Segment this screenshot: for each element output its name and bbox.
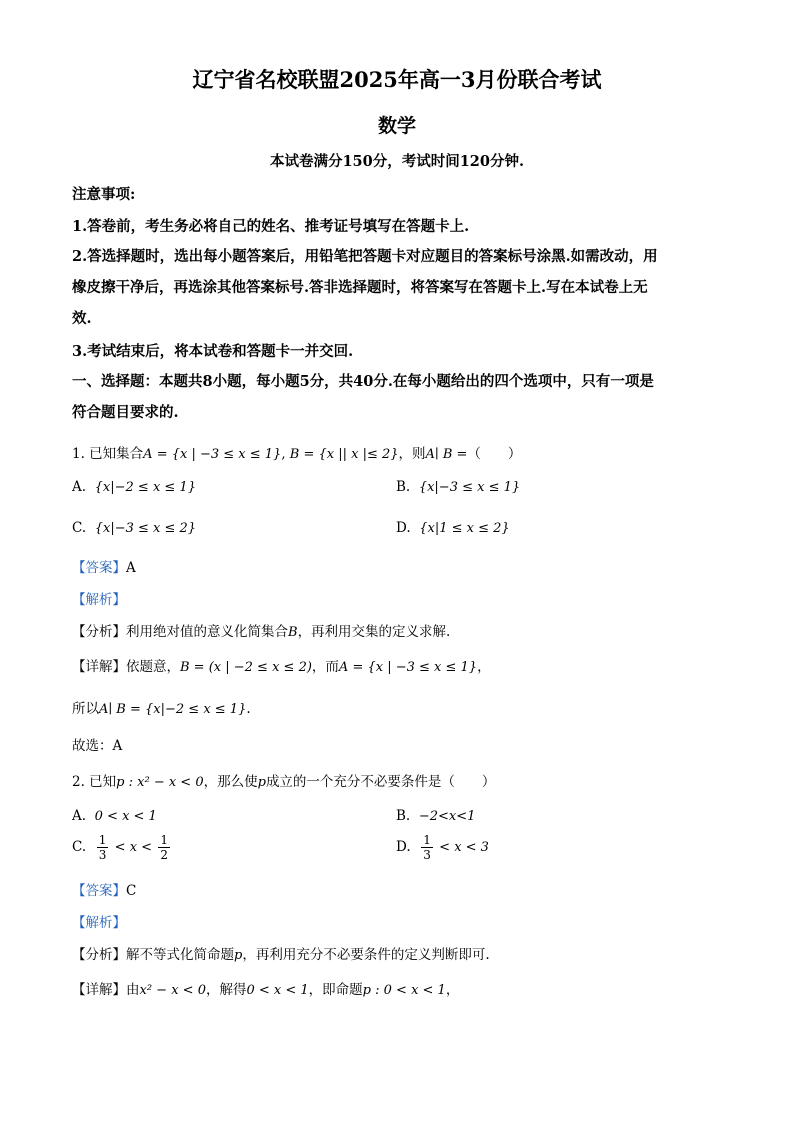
q2-option-c bbox=[72, 833, 172, 862]
q2-xiangjie-text1: 由 bbox=[126, 982, 140, 998]
q2-opt-b-value: −2<x<1 bbox=[418, 809, 476, 824]
q1-option-a bbox=[72, 479, 196, 495]
q2-xiangjie bbox=[72, 978, 459, 998]
q1-guxuan: 故选：A bbox=[72, 738, 123, 754]
q1-option-c bbox=[72, 520, 196, 536]
q1-set-b: B = {x || x |≤ 2} bbox=[289, 447, 399, 462]
q2-stem-text: ，那么使 bbox=[203, 774, 258, 790]
notice-item-2-line1: 2.答选择题时，选出每小题答案后，用铅笔把答题卡对应题目的答案标号涂黑.如需改动，用 bbox=[72, 248, 658, 265]
q1-opt-b-value: {x|−3 ≤ x ≤ 1} bbox=[418, 480, 521, 495]
q2-opt-c-frac2: $\frac{1}{2}$ bbox=[160, 833, 168, 862]
q2-opt-a-value: 0 < x < 1 bbox=[94, 809, 157, 824]
q1-opt-c-value: {x|−3 ≤ x ≤ 2} bbox=[94, 521, 197, 536]
q1-xiangjie bbox=[72, 655, 491, 675]
q1-fenxi bbox=[72, 620, 450, 640]
q2-opt-d-rest: < x < 3 bbox=[439, 840, 489, 855]
q2-fenxi-tag: 【分析】 bbox=[72, 947, 126, 963]
q1-set-a: A = {x | −3 ≤ x ≤ 1} bbox=[143, 447, 282, 462]
section-one-line2: 符合题目要求的. bbox=[72, 404, 179, 421]
q1-suoyi-expr: A∣ B = {x|−2 ≤ x ≤ 1} bbox=[99, 702, 247, 717]
exam-title: 辽宁省名校联盟2025年高一3月份联合考试 bbox=[192, 67, 602, 92]
q2-stem-prefix: 2. 已知 bbox=[72, 774, 117, 790]
q1-suoyi bbox=[72, 697, 251, 717]
q1-opt-a-value: {x|−2 ≤ x ≤ 1} bbox=[94, 480, 196, 495]
q1-paren: （ ） bbox=[467, 446, 522, 462]
q2-fenxi-var: p bbox=[234, 948, 243, 963]
q1-opt-a-label: A. bbox=[72, 479, 87, 495]
q2-stem-p: p : x² − x < 0 bbox=[116, 775, 204, 790]
q2-xiangjie-text3: ，即命题 bbox=[308, 982, 363, 998]
q1-xiangjie-text1: 依题意， bbox=[126, 659, 180, 675]
q2-xiangjie-expr2: 0 < x < 1 bbox=[246, 983, 309, 998]
q1-fenxi-tag: 【分析】 bbox=[72, 624, 126, 640]
subject-title: 数学 bbox=[377, 115, 416, 137]
q1-suoyi-text: 所以 bbox=[72, 701, 99, 717]
notice-item-1: 1.答卷前，考生务必将自己的姓名、推考证号填写在答题卡上. bbox=[72, 218, 470, 235]
q1-jiexi-tag: 【解析】 bbox=[72, 592, 126, 608]
q1-fenxi-var: B bbox=[288, 625, 298, 640]
q2-option-b bbox=[396, 808, 475, 824]
section-one-line1: 一、选择题：本题共8小题，每小题5分，共40分.在每小题给出的四个选项中，只有一项是 bbox=[72, 373, 654, 390]
q1-xiangjie-text2: ，而 bbox=[311, 659, 339, 675]
q1-answer-tag: 【答案】 bbox=[72, 560, 126, 576]
q2-xiangjie-expr3: p : 0 < x < 1 bbox=[362, 983, 446, 998]
q1-xiangjie-text3: ， bbox=[477, 659, 491, 675]
q2-xiangjie-text4: ， bbox=[445, 982, 460, 998]
q1-option-d bbox=[396, 520, 510, 536]
q1-opt-b-label: B. bbox=[396, 479, 411, 495]
q2-fenxi-text2: ，再利用充分不必要条件的定义判断即可. bbox=[242, 947, 490, 963]
notice-item-3: 3.考试结束后，将本试卷和答题卡一并交回. bbox=[72, 343, 354, 360]
q2-fenxi-text1: 解不等式化简命题 bbox=[126, 947, 234, 963]
q1-stem-suffix: ，则 bbox=[398, 446, 426, 462]
q2-jiexi-tag: 【解析】 bbox=[72, 915, 126, 931]
q2-answer-value: C bbox=[126, 883, 137, 899]
q2-xiangjie-text2: ，解得 bbox=[205, 982, 247, 998]
notice-heading: 注意事项: bbox=[72, 186, 136, 203]
q1-suoyi-end: . bbox=[246, 701, 251, 717]
q1-fenxi-text2: ，再利用交集的定义求解. bbox=[297, 624, 451, 640]
q2-xiangjie-expr1: x² − x < 0 bbox=[139, 983, 206, 998]
q1-option-b bbox=[396, 479, 520, 495]
q1-opt-d-value: {x|1 ≤ x ≤ 2} bbox=[419, 521, 510, 536]
q2-stem-text2: 成立的一个充分不必要条件是（ ） bbox=[265, 774, 496, 790]
q2-opt-c-label: C. bbox=[72, 839, 87, 855]
q2-xiangjie-tag: 【详解】 bbox=[72, 982, 126, 998]
q1-opt-c-label: C. bbox=[72, 520, 87, 536]
q1-fenxi-text1: 利用绝对值的意义化简集合 bbox=[126, 624, 288, 640]
q2-opt-a-label: A. bbox=[72, 808, 87, 824]
q2-stem-p2: p bbox=[257, 775, 266, 790]
score-note: 本试卷满分150分，考试时间120分钟. bbox=[269, 153, 525, 170]
q2-opt-c-frac1: $\frac{1}{3}$ bbox=[98, 833, 107, 862]
q1-xiangjie-a: A = {x | −3 ≤ x ≤ 1} bbox=[338, 660, 478, 675]
q1-xiangjie-b: B = (x | −2 ≤ x ≤ 2) bbox=[180, 660, 312, 675]
q1-answer bbox=[72, 556, 136, 576]
q2-answer bbox=[72, 879, 136, 899]
q1-stem-prefix: 1. 已知集合 bbox=[72, 446, 144, 462]
q2-opt-d-frac: $\frac{1}{3}$ bbox=[423, 833, 431, 862]
q1-answer-value: A bbox=[126, 560, 136, 576]
notice-item-2-line3: 效. bbox=[72, 310, 92, 327]
q2-answer-tag: 【答案】 bbox=[72, 883, 126, 899]
q2-option-d bbox=[396, 833, 489, 862]
q1-xiangjie-tag: 【详解】 bbox=[72, 659, 126, 675]
q2-stem bbox=[72, 770, 495, 790]
q2-option-a bbox=[72, 808, 157, 824]
q2-opt-d-label: D. bbox=[396, 839, 411, 855]
q2-fenxi bbox=[72, 943, 490, 963]
notice-item-2-line2: 橡皮擦干净后，再选涂其他答案标号.答非选择题时，将答案写在答题卡上.写在本试卷上无 bbox=[72, 279, 648, 296]
q1-expr: A∣ B = bbox=[425, 447, 468, 462]
q2-opt-b-label: B. bbox=[396, 808, 411, 824]
q2-opt-c-mid: < x < bbox=[114, 840, 153, 855]
q1-opt-d-label: D. bbox=[396, 520, 411, 536]
q1-stem: 1. 已知集合A = {x | −3 ≤ x ≤ 1}, B = {x || x |≤ 2}，则A∣ B =（ ） bbox=[72, 446, 522, 462]
